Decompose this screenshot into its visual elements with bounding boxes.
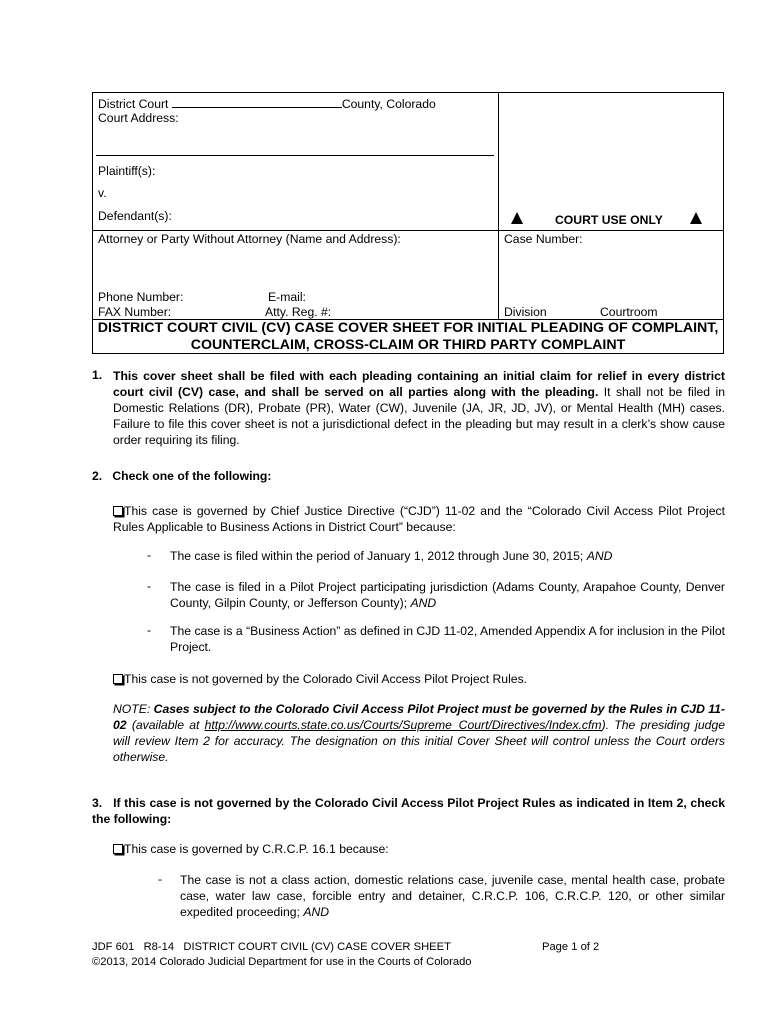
bullet-dash: - xyxy=(147,548,152,562)
versus-label: v. xyxy=(98,186,107,200)
plaintiffs-label: Plaintiff(s): xyxy=(98,164,156,178)
item2-note xyxy=(113,701,725,765)
item3-bullet1 xyxy=(180,872,725,920)
courtroom-label: Courtroom xyxy=(600,305,658,319)
item3-bullet1-and: AND xyxy=(303,905,330,919)
item1-bold-text: This cover sheet shall be filed with each pleading containing an initial claim for relief in every district court civil (CV) case, and shall be served on all parties along with the pleading. xyxy=(113,369,725,399)
bullet-dash: - xyxy=(147,623,152,637)
division-label: Division xyxy=(504,305,547,319)
checkbox-icon[interactable] xyxy=(113,506,123,516)
caption-box xyxy=(92,92,724,354)
footer-page-number: Page 1 of 2 xyxy=(542,941,600,953)
court-use-only-label: COURT USE ONLY xyxy=(555,213,663,227)
note-label: NOTE: xyxy=(113,702,151,716)
triangle-up-icon xyxy=(690,212,702,228)
item2-bullet2 xyxy=(170,579,725,611)
bullet-dash: - xyxy=(147,579,152,593)
fax-label: FAX Number: xyxy=(98,305,172,319)
item2-bullet1 xyxy=(170,548,725,564)
caption-divider xyxy=(498,93,499,320)
triangle-up-icon xyxy=(511,212,523,224)
attorney-label: Attorney or Party Without Attorney (Name and Address): xyxy=(98,232,401,246)
note-pre-text: (available at xyxy=(131,718,200,732)
court-prefix: District Court xyxy=(98,97,169,111)
county-suffix: County, Colorado xyxy=(341,97,436,111)
phone-label: Phone Number: xyxy=(98,290,184,304)
footer-form-id: JDF 601 R8-14 DISTRICT COURT CIVIL (CV) CASE COVER SHEET xyxy=(92,941,451,953)
item2-bullet2-and: AND xyxy=(410,596,437,610)
item2-option1 xyxy=(113,503,725,535)
checkbox-icon[interactable] xyxy=(113,844,123,854)
item1-paragraph xyxy=(113,368,725,448)
footer-copyright: ©2013, 2014 Colorado Judicial Department for use in the Courts of Colorado xyxy=(92,956,472,968)
item2-heading: 2. Check one of the following: xyxy=(92,469,272,483)
item3-option-text: This case is governed by C.R.C.P. 16.1 because: xyxy=(124,842,389,856)
note-bold-text: Cases subject to the Colorado Civil Access Pilot Project must be governed by the Rules in CJD 11-02 xyxy=(113,702,725,732)
county-blank[interactable] xyxy=(172,96,342,108)
item2-option2 xyxy=(113,671,725,687)
note-link[interactable]: http://www.courts.state.co.us/Courts/Supreme_Court/Directives/Index.cfm xyxy=(204,718,602,732)
item1-number: 1. xyxy=(92,368,103,382)
item2-bullet2-text: The case is filed in a Pilot Project participating jurisdiction (Adams County, Arapahoe County, Denver County, Gilpin County, or Jefferson County); xyxy=(170,580,725,610)
court-use-only-banner xyxy=(511,212,523,228)
checkbox-icon[interactable] xyxy=(113,674,123,684)
email-label: E-mail: xyxy=(268,290,306,304)
item3-heading: 3. If this case is not governed by the Colorado Civil Access Pilot Project Rules as indicated in Item 2, check the following: xyxy=(92,796,729,826)
case-number-label: Case Number: xyxy=(504,232,583,246)
item1-normal-text: It shall not be filed in Domestic Relations (DR), Probate (PR), Water (CW), Juvenile (JA, JR, JD, JV), or Mental Health (MH) cases. Failure to file this cover sheet is not a jurisdictional defect in the pleading but may result in a clerk’s show cause order requiring its filing. xyxy=(113,385,725,447)
item2-bullet1-text: The case is filed within the period of January 1, 2012 through June 30, 2015; xyxy=(170,549,584,563)
item3-option xyxy=(113,841,725,857)
defendants-label: Defendant(s): xyxy=(98,209,172,223)
caption-separator xyxy=(96,155,494,156)
item3-bullet1-text: The case is not a class action, domestic relations case, juvenile case, mental health case, probate case, water law case, forcible entry and detainer, C.R.C.P. 106, C.R.C.P. 120, or other similar expedited proceeding; xyxy=(180,873,725,919)
item2-option1-text: This case is governed by Chief Justice Directive (“CJD”) 11-02 and the “Colorado Civil Access Pilot Project Rules Applicable to Business Actions in District Court” because: xyxy=(113,504,725,534)
atty-reg-label: Atty. Reg. #: xyxy=(265,305,332,319)
note-post-text: ). The presiding judge will review Item 2 for accuracy. The designation on this initial Cover Sheet will control unless the Court orders otherwise. xyxy=(113,718,726,764)
item2-option2-text: This case is not governed by the Colorado Civil Access Pilot Project Rules. xyxy=(124,672,528,686)
item2-bullet1-and: AND xyxy=(586,549,613,563)
item2-bullet3: The case is a “Business Action” as defined in CJD 11-02, Amended Appendix A for inclusion in the Pilot Project. xyxy=(170,624,725,654)
form-title-line-1: DISTRICT COURT CIVIL (CV) CASE COVER SHEET FOR INITIAL PLEADING OF COMPLAINT, xyxy=(97,320,719,336)
court-address-label: Court Address: xyxy=(98,111,179,125)
bullet-dash: - xyxy=(158,872,163,886)
form-title-line-2: COUNTERCLAIM, CROSS-CLAIM OR THIRD PARTY COMPLAINT xyxy=(190,337,626,353)
